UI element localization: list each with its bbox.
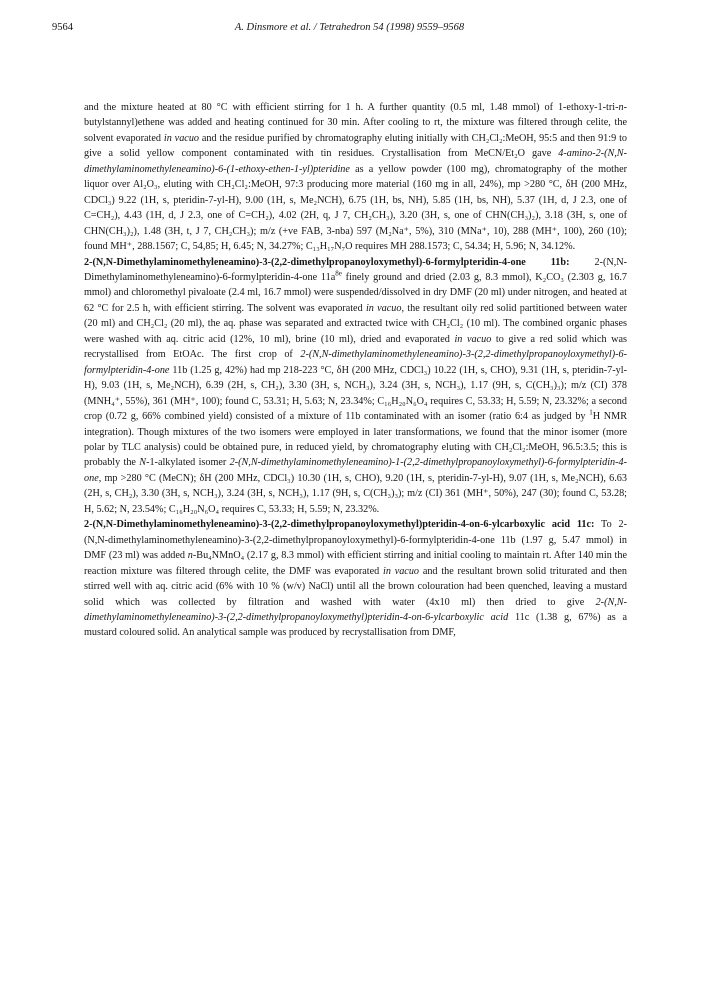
journal-citation: A. Dinsmore et al. / Tetrahedron 54 (1998) 9559–9568 bbox=[234, 22, 465, 33]
compound-11c-heading: 2-(N,N-Dimethylaminomethyleneamino)-3-(2,2-dimethylpropanoyloxymethyl)pteridin-4-on-6-ylcarboxylic acid 11c: bbox=[84, 519, 595, 531]
article-body bbox=[84, 100, 627, 641]
paragraph-compound-11b: 2-(N,N-Dimethylaminomethyleneamino)-3-(2,2-dimethylpropanoyloxymethyl)-6-formylpteridin-4-one 11b: 2-(N,N-Dimethylaminomethyleneamino)-6-formylpteridin-4-one $11a^{8e}$ finely ground and dried (2.03 g, 8.3 mmol), K₂CO₃ (2.303 g, 16.7 mmol) and chloromethyl pivaloate (2.4 ml, 16.7 mmol) were suspended/dissolved in dry DMF (20 ml) under nitrogen, and heated at 62 °C for 2.5 h, with efficient stirring. The solvent was evaporated in vacuo, the resultant oily red solid partitioned between water (20 ml) and CH₂Cl₂ (20 ml), the aq. phase was separated and extracted twice with CH₂Cl₂ (10 ml). The combined organic phases were washed with aq. citric acid (12%, 10 ml), brine (10 ml), dried and evaporated in vacuo to give a red solid which was recrystallised from EtOAc. The first crop of 2-(N,N-dimethylaminomethyleneamino)-3-(2,2-dimethylpropanoyloxymethyl)-6-formylpteridin-4-one 11b (1.25 g, 42%) had mp 218-223 °C, δH (200 MHz, CDCl₃) 10.22 (1H, s, CHO), 9.31 (1H, s, pteridin-7-yl-H), 9.03 (1H, s, Me₂NCH), 6.39 (2H, s, CH₂), 3.30 (3H, s, NCH₃), 3.24 (3H, s, NCH₃), 1.17 (9H, s, C(CH₃)₃); m/z (CI) 378 (MNH₄⁺, 55%), 361 (MH⁺, 100); found C, 53.31; H, 5.63; N, 23.34%; C₁₆H₂₀N₆O₄ requires C, 53.33; H, 5.59; N, 23.32%; a second crop (0.72 g, 66% combined yield) consisted of a mixture of 11b contaminated with an isomer (ratio 6:4 as judged by $^1$H NMR integration). Though mixtures of the two isomers were employed in later transformations, we found that the minor isomer (more polar by TLC analysis) could be obtained pure, in reduced yield, by chromatography eluting with CH₂Cl₂:MeOH, 96.5:3.5; this is probably the N-1-alkylated isomer 2-(N,N-dimethylaminomethyleneamino)-1-(2,2-dimethylpropanoyloxymethyl)-6-formylpteridin-4-one, mp >280 °C (MeCN); δH (200 MHz, CDCl₃) 10.30 (1H, s, CHO), 9.20 (1H, s, pteridin-7-yl-H), 9.07 (1H, s, Me₂NCH), 6.63 (2H, s, CH₂), 3.30 (3H, s, NCH₃), 3.24 (3H, s, NCH₃), 1.17 (9H, s, C(CH₃)₃); m/z (CI) 361 (MH⁺, 50%), 247 (30); found C, 53.28; H, 5.62; N, 23.54%; C₁₆H₂₀N₆O₄ requires C, 53.33; H, 5.59; N, 23.32%. bbox=[84, 256, 628, 515]
page-number: 9564 bbox=[52, 22, 73, 33]
reference-superscript: 8e bbox=[335, 269, 342, 278]
paragraph-compound-11c: 2-(N,N-Dimethylaminomethyleneamino)-3-(2,2-dimethylpropanoyloxymethyl)pteridin-4-on-6-ylcarboxylic acid 11c: To 2-(N,N-dimethylaminomethyleneamino)-3-(2,2-dimethylpropanoyloxymethyl)-6-formylpteridin-4-one 11b (1.97 g, 5.47 mmol) in DMF (23 ml) was added n-Bu₄NMnO₄ (2.17 g, 8.3 mmol) with efficient stirring and initial cooling to maintain rt. After 140 min the reaction mixture was filtered through celite, the DMF was evaporated in vacuo and the resultant brown solid triturated and then stirred well with aq. citric acid (6% with 10 % (w/v) NaCl) until all the brown colouration had been quenched, leaving a mustard solid which was collected by filtration and washed with water (4x10 ml) then dried to give 2-(N,N-dimethylaminomethyleneamino)-3-(2,2-dimethylpropanoyloxymethyl)pteridin-4-on-6-ylcarboxylic acid 11c (1.38 g, 67%) as a mustard coloured solid. An analytical sample was produced by recrystallisation from DMF, bbox=[84, 519, 627, 639]
paragraph-experimental-continued: and the mixture heated at 80 °C with efficient stirring for 1 h. A further quantity (0.5 ml, 1.48 mmol) of 1-ethoxy-1-tri-n-butylstannyl)ethene was added and heating continued for 30 min. After cooling to rt, the mixture was filtered through celite, the solvent evaporated in vacuo and the residue purified by chromatography eluting initially with CH₂Cl₂:MeOH, 95:5 and then 91:9 to give a solid yellow component contaminated with tin residues. Crystallisation from MeCN/Et₂O gave 4-amino-2-(N,N-dimethylaminomethyleneamino)-6-(1-ethoxy-ethen-1-yl)pteridine as a yellow powder (100 mg), chromatography of the mother liquor over Al₂O₃, eluting with CH₂Cl₂:MeOH, 97:3 producing more material (160 mg in all, 24%), mp >280 °C, δH (200 MHz, CDCl₃) 9.22 (1H, s, pteridin-7-yl-H), 9.00 (1H, s, Me₂NCH), 6.75 (1H, bs, NH), 5.85 (1H, bs, NH), 5.37 (1H, d, J 2.3, one of C=CH₂), 4.43 (1H, d, J 2.3, one of C=CH₂), 4.02 (2H, q, J 7, CH₂CH₃), 3.20 (3H, s, one of CHN(CH₃)₂), 3.18 (3H, s, one of CHN(CH₃)₂), 1.48 (3H, t, J 7, CH₂CH₃); m/z (+ve FAB, 3-nba) 597 (M₂Na⁺, 5%), 310 (MNa⁺, 10), 288 (MH⁺, 100), 260 (10); found MH⁺, 288.1567; C, 54,85; H, 6.45; N, 34.27%; C₁₃H₁₇N₇O requires MH 288.1573; C, 54.34; H, 5.96; N, 34.12%. bbox=[84, 102, 628, 253]
running-header bbox=[52, 21, 647, 35]
compound-11b-heading: 2-(N,N-Dimethylaminomethyleneamino)-3-(2,2-dimethylpropanoyloxymethyl)-6-formylpteridin-4-one 11b: bbox=[84, 256, 570, 268]
